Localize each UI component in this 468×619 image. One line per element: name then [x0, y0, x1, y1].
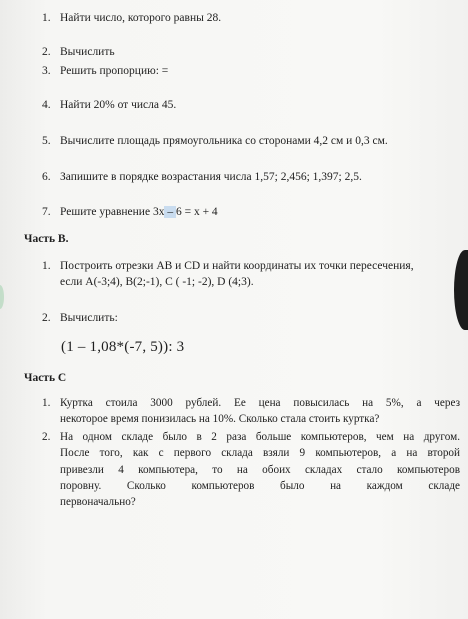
task-number: 3. — [42, 65, 51, 77]
task-number: 5. — [42, 135, 51, 147]
task-number: 2. — [42, 431, 51, 443]
task-a1 — [42, 11, 221, 26]
section-title-b: Часть В. — [24, 233, 69, 245]
task-number: 1. — [42, 397, 51, 409]
text-selection-highlight: – — [164, 206, 176, 218]
task-line: После того, как с первого склада взяли 9 компьютеров, а на второй — [60, 447, 460, 460]
task-line: На одном складе было в 2 раза больше компьютеров, чем на другом. — [60, 431, 460, 443]
task-line: первоначально? — [60, 496, 136, 509]
task-a7 — [42, 205, 218, 220]
task-line: Куртка стоила 3000 рублей. Ее цена повысилась на 5%, а через — [60, 397, 460, 409]
task-a6 — [42, 170, 362, 185]
task-number: 1. — [42, 260, 51, 272]
task-line: поровну. Сколько компьютеров было на каждом складе — [60, 479, 460, 492]
task-number: 6. — [42, 171, 51, 183]
task-text: Вычислить — [60, 46, 115, 58]
task-c1 — [42, 395, 460, 428]
task-a3 — [42, 64, 168, 79]
task-line: некоторое время понизилась на 10%. Сколько стала стоить куртка? — [60, 413, 380, 426]
task-number: 2. — [42, 312, 51, 324]
task-text: Вычислить: — [60, 312, 118, 324]
task-text: Запишите в порядке возрастания числа 1,57; 2,456; 1,397; 2,5. — [60, 171, 362, 183]
task-text: Найти число, которого равны 28. — [60, 12, 222, 24]
task-line: привезли 4 компьютера, то на обоих складах стало компьютеров — [60, 463, 460, 476]
task-a2 — [42, 45, 115, 60]
task-number: 4. — [42, 99, 51, 111]
finger-shadow — [454, 250, 468, 330]
task-text: Вычислите площадь прямоугольника со сторонами 4,2 см и 0,3 см. — [60, 135, 388, 147]
task-number: 1. — [42, 12, 51, 24]
task-b2 — [42, 311, 118, 326]
task-a5 — [42, 134, 388, 149]
task-number: 7. — [42, 206, 51, 218]
section-title-c: Часть С — [24, 372, 67, 384]
task-b1-line2: если А(-3;4), В(2;-1), С ( -1; -2), D (4;3). — [60, 276, 254, 288]
math-expression: (1 – 1,08*(-7, 5)): 3 — [61, 339, 185, 355]
edge-shadow — [0, 285, 4, 309]
task-text: Найти 20% от числа 45. — [60, 99, 177, 111]
task-c2 — [42, 429, 460, 510]
task-text: Решить пропорцию: = — [60, 65, 169, 77]
task-a4 — [42, 98, 176, 113]
task-text-rest: 6 = х + 4 — [175, 206, 218, 218]
task-text: Построить отрезки АВ и СD и найти координаты их точки пересечения, — [60, 260, 414, 272]
task-b1-line1 — [42, 259, 414, 274]
task-number: 2. — [42, 46, 51, 58]
task-text: Решите уравнение 3х — [60, 206, 165, 218]
